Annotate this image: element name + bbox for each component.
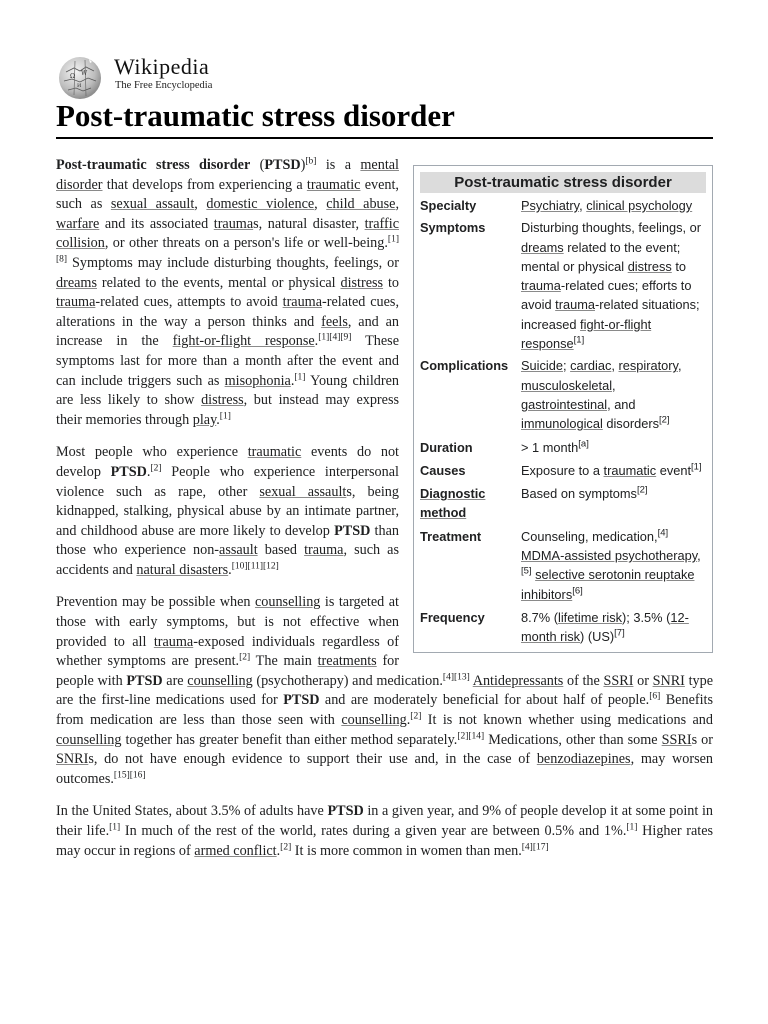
citation-link[interactable]: [8] — [56, 254, 68, 265]
wiki-link[interactable]: dreams — [56, 274, 97, 291]
citation-link[interactable]: [1] — [219, 410, 231, 421]
wiki-link[interactable]: distress — [627, 258, 672, 274]
bold-term: PTSD — [126, 672, 163, 689]
wiki-link[interactable]: fight-or-flight response — [172, 333, 315, 350]
infobox-label: Symptoms — [420, 220, 486, 236]
svg-text:И: И — [77, 83, 82, 89]
bold-term: PTSD — [334, 522, 371, 539]
wikipedia-tagline: The Free Encyclopedia — [115, 80, 213, 91]
svg-text:Ω: Ω — [70, 73, 75, 80]
infobox-value-symptoms: Disturbing thoughts, feelings, or dreams related to the event; mental or physical distress to trauma-related cues; efforts to avoid trauma-related situations; increased fight-or-flight response[1] — [521, 220, 701, 352]
wiki-link[interactable]: gastrointestinal — [521, 396, 608, 412]
infobox-row — [420, 356, 706, 433]
wiki-link[interactable]: Diagnostic method — [420, 486, 486, 521]
citation-link[interactable]: [16] — [129, 770, 146, 781]
wiki-link[interactable]: MDMA-assisted psychotherapy — [521, 548, 698, 564]
wiki-link[interactable]: feels — [321, 313, 348, 330]
body-paragraph: Most people who experience traumatic events do not develop PTSD.[2] People who experience interpersonal violence such as rape, other sexual assaults, being kidnapped, stalking, physical abuse by an intimate partner, and childhood abuse are more likely to develop PTSD than those who experience non-assault based trauma, such as accidents and natural disasters.[10][11][12] — [56, 444, 400, 578]
wiki-link[interactable]: mental disorder — [56, 157, 399, 193]
infobox-row — [420, 527, 706, 604]
citation-link[interactable]: [4] — [521, 841, 533, 852]
citation-link[interactable]: [2] — [658, 415, 670, 426]
citation-link[interactable]: [2] — [410, 711, 422, 722]
wiki-link[interactable]: trauma — [521, 278, 561, 294]
wiki-link[interactable]: musculoskeletal — [521, 377, 613, 393]
wiki-link[interactable]: treatments — [317, 653, 377, 670]
wiki-link[interactable]: armed conflict — [194, 842, 277, 859]
wiki-link[interactable]: traumatic — [306, 176, 361, 193]
citation-link[interactable]: [2] — [150, 463, 162, 474]
wiki-link[interactable]: trauma — [56, 294, 96, 311]
page-title: Post-traumatic stress disorder — [56, 98, 455, 133]
wiki-link[interactable]: Antidepressants — [472, 672, 564, 689]
infobox-label: Complications — [420, 358, 509, 374]
wiki-link[interactable]: assault — [219, 542, 258, 559]
wikipedia-wordmark[interactable]: Wikipedia — [114, 54, 210, 79]
infobox-label: Causes — [420, 462, 466, 478]
citation-link[interactable]: [b] — [305, 156, 317, 167]
wiki-link[interactable]: counselling — [254, 594, 321, 611]
infobox-value-causes: Exposure to a traumatic event[1] — [521, 461, 702, 478]
infobox-row — [420, 196, 706, 215]
citation-link[interactable]: [4] — [657, 527, 669, 539]
infobox-value-frequency: 8.7% (lifetime risk); 3.5% (12-month risk) (US)[7] — [521, 609, 689, 645]
citation-link[interactable]: [4] — [442, 672, 454, 683]
title-rule — [56, 137, 713, 139]
infobox — [413, 165, 713, 653]
citation-link[interactable]: [13] — [454, 672, 470, 683]
wiki-link[interactable]: domestic violence — [206, 196, 315, 213]
svg-text:W: W — [81, 70, 88, 77]
wiki-link[interactable]: 12-month risk — [521, 609, 689, 645]
infobox-label: Specialty — [420, 198, 477, 213]
wiki-link[interactable]: counselling — [56, 731, 122, 748]
bold-term: PTSD — [283, 692, 320, 709]
wiki-link[interactable]: SSRI — [603, 672, 634, 689]
citation-link[interactable]: [6] — [572, 585, 583, 597]
citation-link[interactable]: [7] — [614, 627, 625, 639]
citation-link[interactable]: [6] — [649, 691, 661, 702]
citation-link[interactable]: [1] — [626, 822, 638, 833]
wiki-link[interactable]: respiratory — [618, 358, 678, 374]
citation-link[interactable]: [a] — [578, 438, 589, 450]
body-paragraph: In the United States, about 3.5% of adults have PTSD in a given year, and 9% of people develop it at some point in their life.[1] In much of the rest of the world, rates during a given year are between 0.5% and 1%.[1] Higher rates may occur in regions of armed conflict.[2] It is more common in women than men.[4][17] — [56, 803, 714, 859]
citation-link[interactable]: [17] — [532, 841, 549, 852]
wiki-link[interactable]: benzodiazepines — [536, 751, 631, 768]
citation-link[interactable]: [2] — [636, 484, 648, 496]
wiki-link[interactable]: play — [192, 411, 217, 428]
infobox-row — [420, 484, 706, 523]
wiki-link[interactable]: trauma — [153, 633, 194, 650]
citation-link[interactable]: [2] — [280, 841, 292, 852]
infobox-label: Duration — [420, 439, 473, 455]
bold-term: PTSD — [327, 803, 364, 820]
wiki-link[interactable]: trauma — [555, 297, 595, 313]
bold-term: PTSD — [264, 157, 301, 173]
wiki-link[interactable]: traffic collision — [56, 215, 399, 252]
wiki-link[interactable]: trauma — [213, 215, 254, 232]
wiki-link[interactable]: immunological — [521, 416, 603, 432]
infobox-value-duration: > 1 month[a] — [521, 438, 589, 455]
infobox-value-treatment: Counseling, medication,[4] MDMA-assisted psychotherapy,[5] selective serotonin reuptake inhibitors[6] — [521, 527, 701, 602]
wiki-link[interactable]: lifetime risk — [558, 609, 622, 625]
wiki-link[interactable]: SSRI — [661, 731, 692, 748]
citation-link[interactable]: [4] — [329, 332, 341, 343]
wiki-link[interactable]: misophonia — [224, 372, 291, 389]
infobox-label — [420, 484, 521, 523]
wiki-link[interactable]: sexual assault — [110, 196, 195, 213]
wiki-link[interactable]: Psychiatry — [521, 198, 580, 213]
wiki-link[interactable]: distress — [340, 274, 384, 291]
infobox-row — [420, 218, 706, 353]
wiki-link[interactable]: counselling — [341, 712, 407, 729]
infobox-row — [420, 461, 706, 480]
wiki-link[interactable]: traumatic — [247, 444, 302, 461]
infobox-label: Treatment — [420, 528, 482, 544]
wiki-link[interactable]: cardiac — [570, 358, 612, 374]
article-content — [56, 156, 713, 874]
lead-paragraph: Post-traumatic stress disorder (PTSD)[b] is a mental disorder that develops from experiencing a traumatic event, such as sexual assault, domestic violence, child abuse, warfare and its associated traumas, natural disaster, traffic collision, or other threats on a person's life or well-being.[1][8] Symptoms may include disturbing thoughts, feelings, or dreams related to the events, mental or physical distress to trauma-related cues, attempts to avoid trauma-related cues, alterations in the way a person thinks and feels, and an increase in the fight-or-flight response.[1][4][9] These symptoms last for more than a month after the event and can include triggers such as misophonia.[1] Young children are less likely to show distress, but instead may express their memories through play.[1] — [56, 156, 400, 428]
infobox-value-diagnostic-method: Based on symptoms[2] — [521, 484, 648, 502]
body-paragraph: Prevention may be possible when counselling is targeted at those with early symptoms, but is not effective when provided to all trauma-exposed individuals regardless of whether symptoms are present.[2] The main treatments for people with PTSD are counselling (psychotherapy) and medication.[4][13] Antidepressants of the SSRI or SNRI type are the first-line medications used for PTSD and are moderately beneficial for about half of people.[6] Benefits from medication are less than those seen with counselling.[2] It is not known whether using medications and counselling together has greater benefit than either method separately.[2][14] Medications, other than some SSRIs or SNRIs, do not have enough evidence to support their use and, in the case of benzodiazepines, may worsen outcomes.[15][16] — [56, 594, 713, 787]
citation-link[interactable]: [14] — [468, 730, 485, 741]
infobox-label: Frequency — [420, 609, 485, 625]
infobox-title: Post-traumatic stress disorder — [420, 172, 706, 193]
citation-link[interactable]: [1] — [691, 461, 702, 473]
citation-link[interactable]: [12] — [263, 561, 279, 572]
citation-link[interactable]: [1] — [109, 822, 121, 833]
wiki-link[interactable]: Suicide — [521, 358, 563, 374]
wiki-link[interactable]: warfare — [56, 215, 100, 232]
wiki-link[interactable]: distress — [201, 392, 244, 409]
citation-link[interactable]: [1] — [294, 371, 306, 382]
wiki-link[interactable]: clinical psychology — [586, 198, 693, 213]
wiki-link[interactable]: SNRI — [56, 751, 89, 768]
wiki-link[interactable]: trauma — [304, 542, 344, 559]
citation-link[interactable]: [15] — [113, 770, 130, 781]
wikipedia-globe-icon[interactable] — [56, 54, 104, 102]
wiki-link[interactable]: trauma — [282, 294, 323, 311]
wiki-link[interactable]: traumatic — [603, 462, 657, 478]
wiki-link[interactable]: sexual assault — [259, 483, 347, 500]
infobox-row — [420, 608, 706, 647]
citation-link[interactable]: [11] — [247, 561, 264, 572]
bold-term: Post-traumatic stress disorder — [56, 157, 251, 173]
bold-term: PTSD — [110, 463, 147, 480]
wiki-link[interactable]: child abuse — [326, 196, 396, 213]
citation-link[interactable]: [1] — [573, 334, 585, 346]
infobox-value-specialty: Psychiatry, clinical psychology — [521, 198, 693, 213]
wiki-link[interactable]: dreams — [521, 239, 564, 255]
citation-link[interactable]: [9] — [340, 332, 352, 343]
wiki-link[interactable]: SNRI — [652, 672, 685, 689]
citation-link[interactable]: [2] — [239, 652, 251, 663]
citation-link[interactable]: [2] — [457, 730, 469, 741]
infobox-row — [420, 438, 706, 457]
wiki-link[interactable]: fight-or-flight response — [521, 316, 652, 352]
infobox-value-complications: Suicide; cardiac, respiratory, musculoskeletal, gastrointestinal, and immunological disorders[2] — [521, 358, 682, 432]
citation-link[interactable]: [10] — [231, 561, 248, 572]
wiki-link[interactable]: natural disasters — [136, 561, 229, 578]
wiki-link[interactable]: counselling — [187, 672, 253, 689]
wiki-link[interactable]: selective serotonin reuptake inhibitors — [521, 567, 695, 602]
citation-link[interactable]: [1] — [318, 332, 330, 343]
citation-link[interactable]: [5] — [521, 566, 532, 578]
citation-link[interactable]: [1] — [387, 234, 399, 245]
